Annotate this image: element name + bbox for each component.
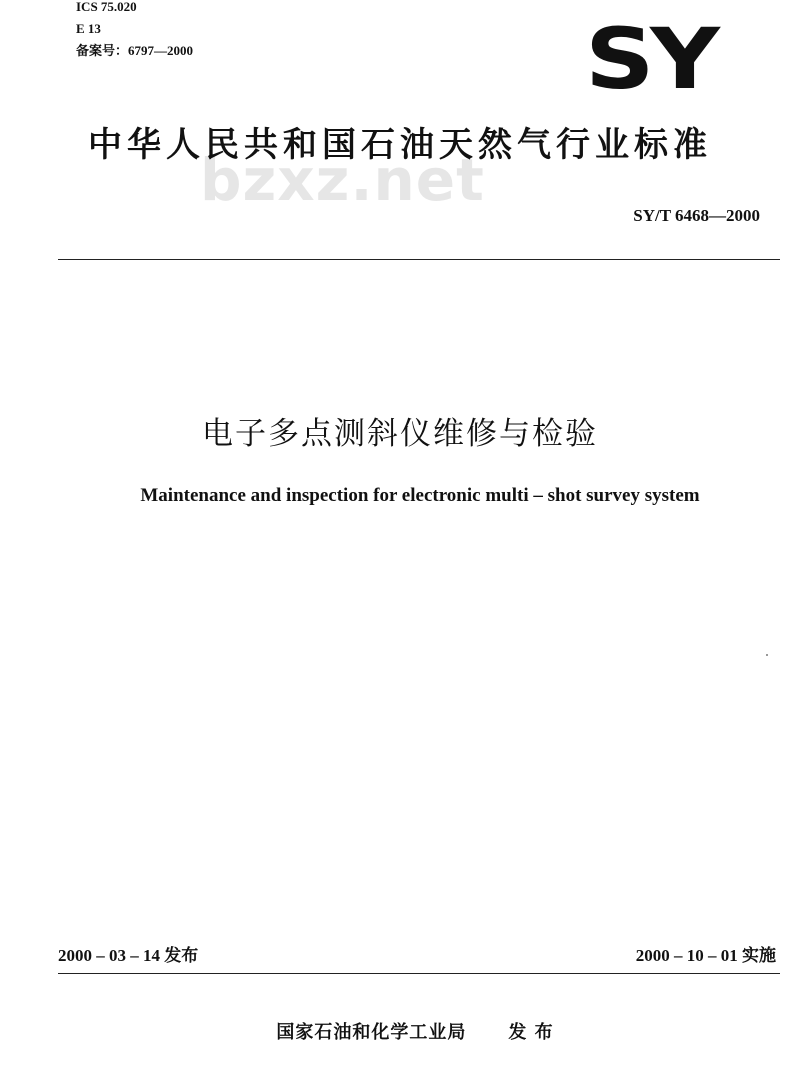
issuer-line [0,1018,800,1044]
document-title-english: Maintenance and inspection for electronic multi – shot survey system [140,485,700,506]
ics-code: ICS 75.020 [76,0,137,14]
issue-date: 2000 – 03 – 14 发布 [58,946,199,965]
document-title-chinese: 电子多点测斜仪维修与检验 [202,416,598,452]
standard-category-title: 中华人民共和国石油天然气行业标准 [88,125,712,165]
standard-number: SY/T 6468—2000 [633,206,760,225]
scan-speck [766,654,768,656]
issuer-name: 国家石油和化学工业局 [276,1022,467,1043]
classification-code: E 13 [76,21,101,36]
issuer-action: 发 布 [508,1022,554,1043]
top-divider [58,259,780,260]
bottom-divider [58,973,780,974]
watermark: bzxz.net [200,146,485,214]
registration-number: 备案号：6797—2000 [76,43,194,58]
implementation-date: 2000 – 10 – 01 实施 [635,946,776,965]
sy-logo: SY [585,10,716,108]
